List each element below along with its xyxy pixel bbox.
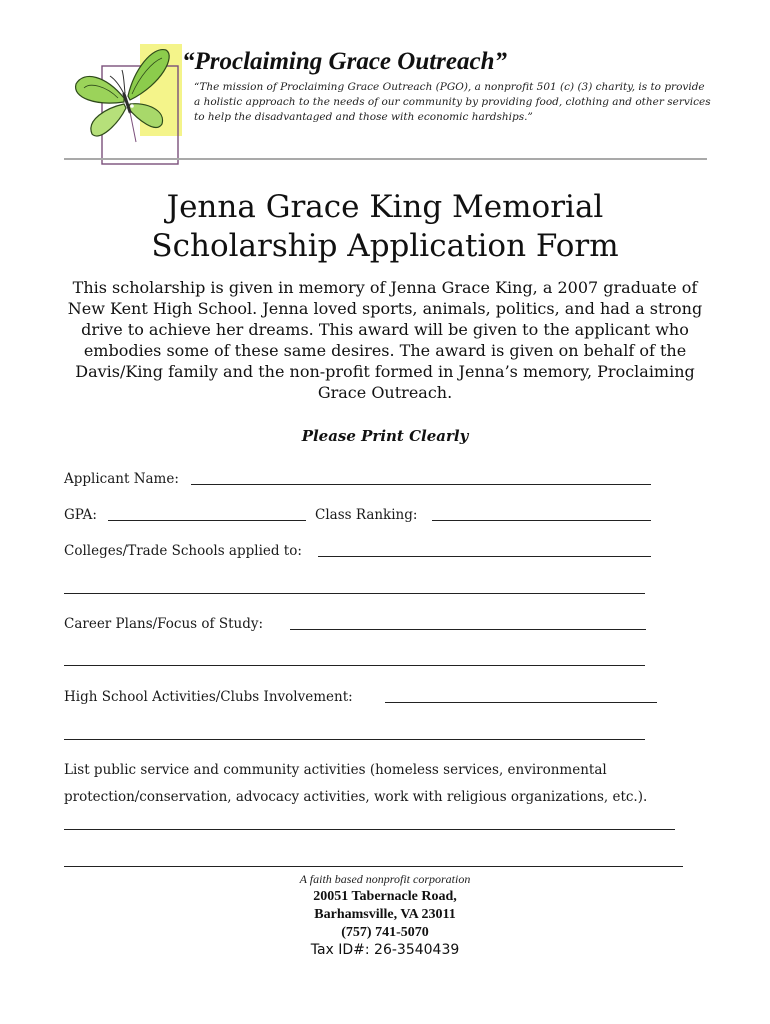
footer-city: Barhamsville, VA 23011	[314, 907, 456, 922]
print-instruction: Please Print Clearly	[301, 427, 469, 445]
gpa-label: GPA:	[64, 507, 97, 523]
applicant-name-field[interactable]	[191, 484, 651, 485]
public-service-field[interactable]	[64, 829, 675, 830]
activities-field[interactable]	[385, 702, 657, 703]
applicant-name-label: Applicant Name:	[64, 471, 179, 487]
form-title	[0, 188, 770, 266]
form-title-line-1: Jenna Grace King Memorial	[166, 189, 604, 225]
activities-label: High School Activities/Clubs Involvement:	[64, 689, 353, 705]
form-title-line-2: Scholarship Application Form	[151, 228, 619, 264]
butterfly-logo	[66, 36, 186, 166]
colleges-field-line-2[interactable]	[64, 593, 645, 594]
colleges-field[interactable]	[318, 556, 651, 557]
career-plans-label: Career Plans/Focus of Study:	[64, 616, 264, 632]
header-divider	[64, 158, 707, 160]
class-ranking-field[interactable]	[432, 520, 651, 521]
footer-phone: (757) 741-5070	[341, 925, 429, 940]
org-title: “Proclaiming Grace Outreach”	[182, 48, 507, 75]
career-plans-field-line-2[interactable]	[64, 665, 645, 666]
public-service-label-line-1: List public service and community activities (homeless services, environmental	[64, 762, 607, 778]
gpa-field[interactable]	[108, 520, 306, 521]
class-ranking-label: Class Ranking:	[315, 507, 418, 523]
footer-tagline: A faith based nonprofit corporation	[299, 872, 471, 886]
footer-tax-id: Tax ID#: 26-3540439	[310, 942, 460, 958]
activities-field-line-2[interactable]	[64, 739, 645, 740]
footer-street: 20051 Tabernacle Road,	[313, 889, 457, 904]
public-service-label-line-2: protection/conservation, advocacy activities, work with religious organizations, etc.).	[64, 789, 648, 805]
mission-statement: “The mission of Proclaiming Grace Outreach (PGO), a nonprofit 501 (c) (3) charity, is to provide a holistic approach to the needs of our community by providing food, clothing and other services to help the disadvantaged and those with economic hardships.”	[194, 81, 711, 123]
colleges-label: Colleges/Trade Schools applied to:	[64, 543, 302, 559]
intro-paragraph: This scholarship is given in memory of Jenna Grace King, a 2007 graduate of New Kent High School. Jenna loved sports, animals, politics, and had a strong drive to achieve her dreams. This award will be given to the applicant who embodies some of these same desires. The award is given on behalf of the Davis/King family and the non-profit formed in Jenna’s memory, Proclaiming Grace Outreach.	[67, 278, 703, 402]
career-plans-field[interactable]	[290, 629, 646, 630]
public-service-field-line-2[interactable]	[64, 866, 683, 867]
